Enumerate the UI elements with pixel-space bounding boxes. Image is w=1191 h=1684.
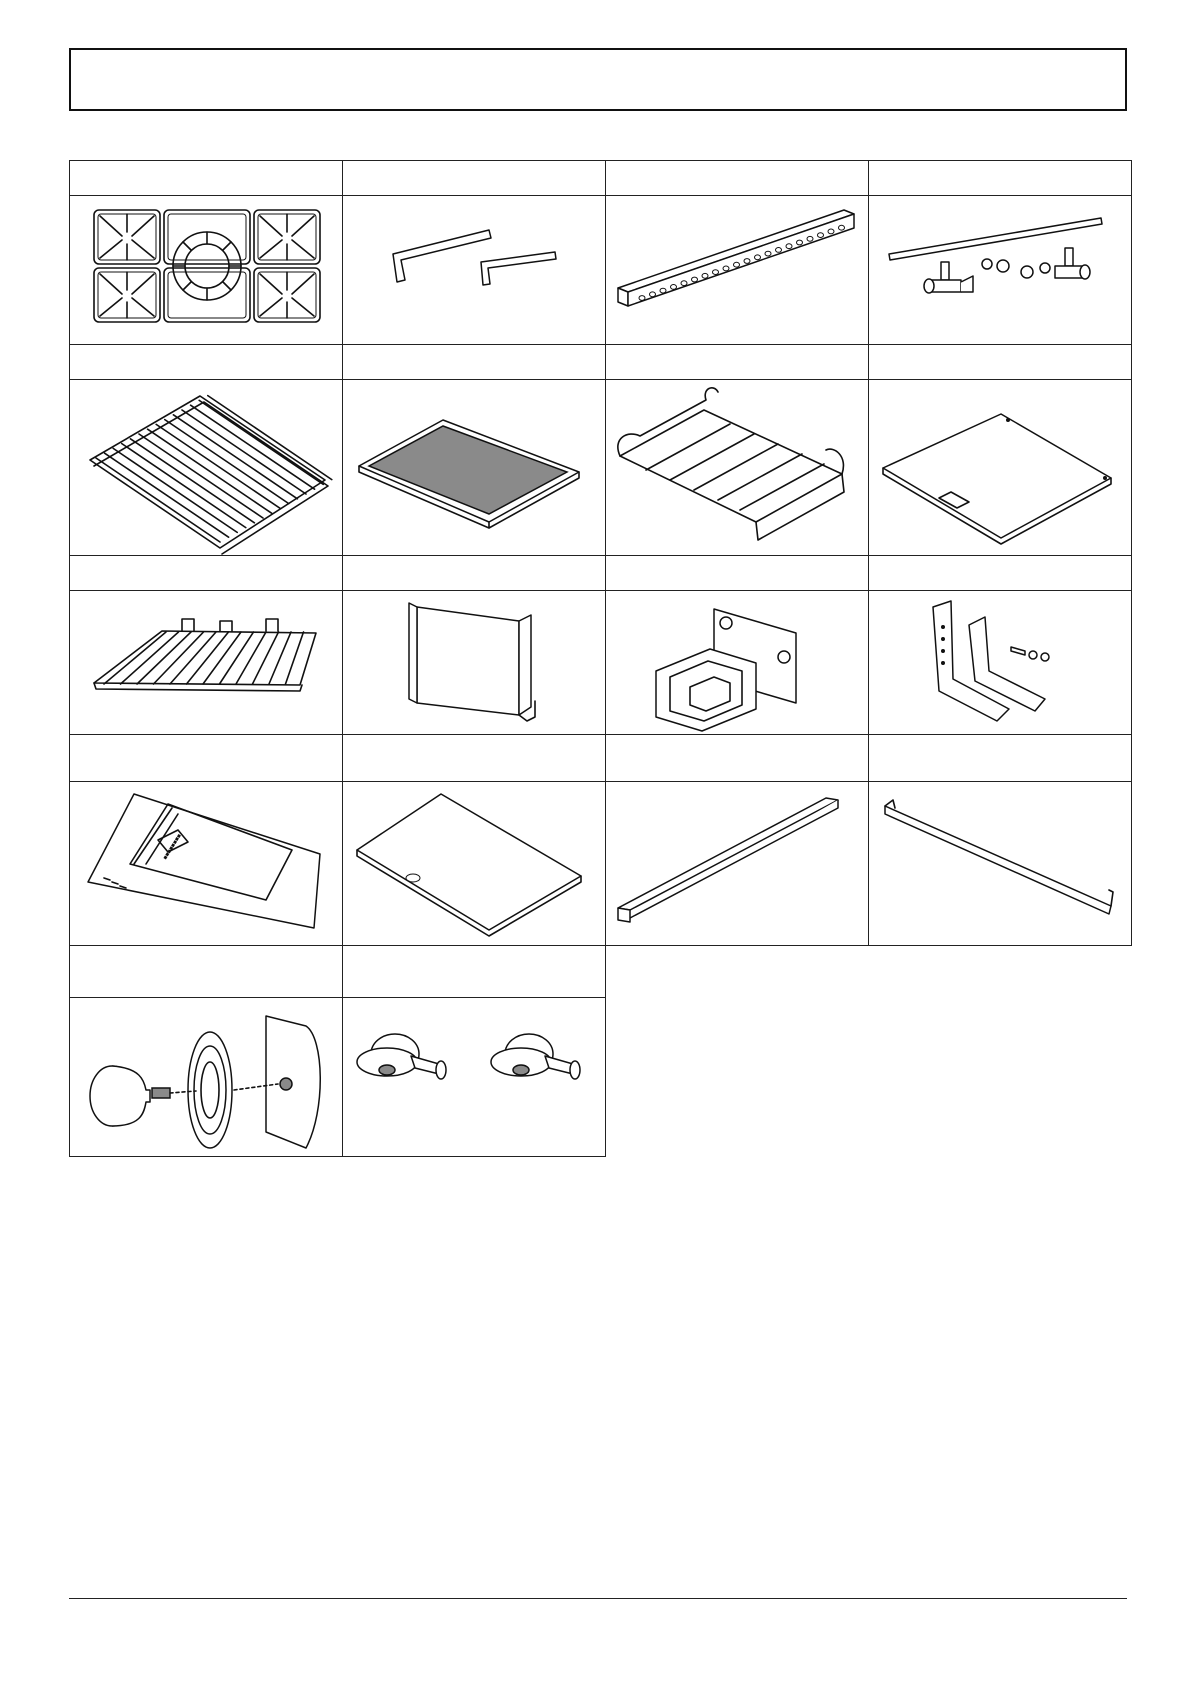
cast-iron-pan-supports-image (70, 196, 343, 345)
item-label (606, 735, 869, 782)
baking-tray-image (343, 380, 606, 556)
item-label (70, 556, 343, 591)
rack-bar (105, 453, 229, 537)
item-label (343, 946, 606, 998)
item-label (606, 161, 869, 196)
image-row (70, 591, 1132, 735)
image-row (70, 782, 1132, 946)
shelf-wire (220, 632, 254, 684)
perforated-channel-bar-image (606, 196, 869, 345)
rack-bar (113, 448, 237, 532)
rack-bar (148, 429, 272, 513)
wire-shelf-with-raised-sides-image (606, 380, 869, 556)
shelf-wire (236, 632, 266, 684)
shelf-wire (253, 632, 279, 684)
trim-strip-image (606, 782, 869, 946)
item-label (343, 345, 606, 380)
item-label (343, 161, 606, 196)
item-label (70, 735, 343, 782)
parts-bag-image (70, 782, 343, 946)
image-row (70, 196, 1132, 345)
page-title (71, 50, 1125, 86)
item-label (343, 735, 606, 782)
l-shaped-bars-image (343, 196, 606, 345)
item-label (869, 161, 1132, 196)
parts-table (69, 160, 1132, 1157)
label-row (70, 345, 1132, 380)
angle-brackets-with-screws-image (869, 591, 1132, 735)
flat-plate-image (869, 380, 1132, 556)
item-label (343, 556, 606, 591)
rack-bar (173, 415, 297, 499)
footer-rule (69, 1598, 1127, 1599)
shelf-wire (104, 632, 166, 684)
rack-bar (96, 458, 220, 542)
shelf-wire (137, 632, 191, 684)
item-label (606, 345, 869, 380)
grill-rack-image (70, 380, 343, 556)
rack-bar (191, 405, 315, 489)
rack-bar (208, 396, 332, 480)
item-label (869, 735, 1132, 782)
label-row (70, 735, 1132, 782)
label-row (70, 556, 1132, 591)
item-label (70, 345, 343, 380)
item-label (70, 161, 343, 196)
label-row (70, 161, 1132, 196)
rail-strip-image (869, 782, 1132, 946)
page-title-box (69, 48, 1127, 111)
gas-pipe-and-fittings-image (869, 196, 1132, 345)
mounting-bracket-image (606, 591, 869, 735)
control-knobs-image (343, 998, 606, 1157)
knob-assembly-image (70, 998, 343, 1157)
item-label (869, 345, 1132, 380)
label-row (70, 946, 1132, 998)
rack-bar (130, 439, 254, 523)
oven-shelf-image (70, 591, 343, 735)
shelf-wire (154, 632, 204, 684)
folded-panel-image (343, 591, 606, 735)
image-row (70, 998, 1132, 1157)
glass-plate-image (343, 782, 606, 946)
rack-bar (199, 400, 323, 484)
svg-text:■■■■■■■■: ■■■■■■■■ (162, 833, 184, 862)
item-label (70, 946, 343, 998)
rack-bar (182, 410, 306, 494)
item-label (869, 556, 1132, 591)
rack-bar (165, 420, 289, 504)
item-label (606, 556, 869, 591)
rack-bar (122, 444, 246, 528)
image-row (70, 380, 1132, 556)
